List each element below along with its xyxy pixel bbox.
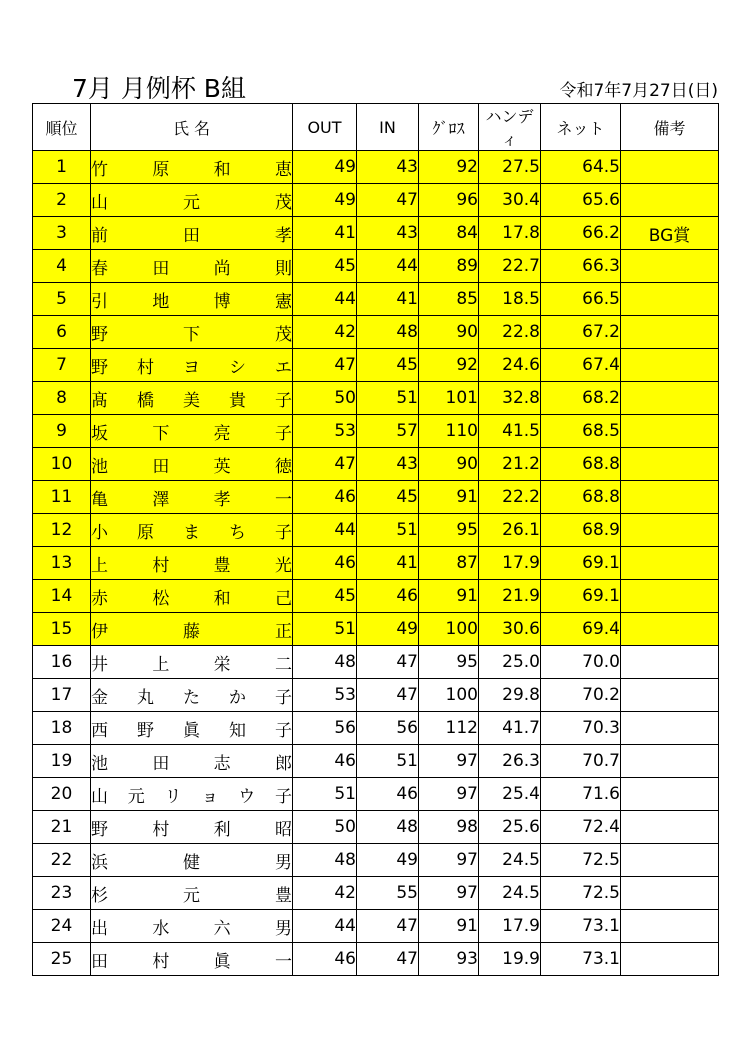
in-cell: 41 bbox=[357, 547, 419, 580]
out-cell: 48 bbox=[293, 844, 357, 877]
player-name: 池 田 志 郎 bbox=[91, 753, 292, 774]
net-cell: 71.6 bbox=[541, 778, 621, 811]
in-cell: 49 bbox=[357, 844, 419, 877]
gross-cell: 95 bbox=[419, 646, 479, 679]
name-cell bbox=[91, 580, 293, 613]
player-name: 春 田 尚 則 bbox=[91, 258, 292, 279]
net-cell: 69.1 bbox=[541, 547, 621, 580]
handicap-cell: 24.6 bbox=[479, 349, 541, 382]
header-name: 氏 名 bbox=[91, 104, 293, 151]
name-cell bbox=[91, 811, 293, 844]
net-cell: 68.9 bbox=[541, 514, 621, 547]
table-row bbox=[33, 514, 719, 547]
gross-cell: 100 bbox=[419, 679, 479, 712]
header-net: ネット bbox=[541, 104, 621, 151]
rank-cell: 19 bbox=[33, 745, 91, 778]
in-cell: 47 bbox=[357, 184, 419, 217]
table-row bbox=[33, 415, 719, 448]
note-cell bbox=[621, 184, 719, 217]
table-row bbox=[33, 184, 719, 217]
name-cell bbox=[91, 217, 293, 250]
in-cell: 44 bbox=[357, 250, 419, 283]
gross-cell: 91 bbox=[419, 910, 479, 943]
name-cell bbox=[91, 679, 293, 712]
name-cell bbox=[91, 514, 293, 547]
out-cell: 44 bbox=[293, 514, 357, 547]
out-cell: 45 bbox=[293, 250, 357, 283]
in-cell: 43 bbox=[357, 448, 419, 481]
player-name: 山 元 リ ョ ウ 子 bbox=[91, 786, 292, 807]
name-cell bbox=[91, 910, 293, 943]
player-name: 西 野 眞 知 子 bbox=[91, 720, 292, 741]
name-cell bbox=[91, 778, 293, 811]
table-row bbox=[33, 745, 719, 778]
handicap-cell: 21.9 bbox=[479, 580, 541, 613]
gross-cell: 110 bbox=[419, 415, 479, 448]
in-cell: 51 bbox=[357, 745, 419, 778]
note-cell bbox=[621, 514, 719, 547]
handicap-cell: 18.5 bbox=[479, 283, 541, 316]
net-cell: 70.7 bbox=[541, 745, 621, 778]
in-cell: 55 bbox=[357, 877, 419, 910]
gross-cell: 96 bbox=[419, 184, 479, 217]
player-name: 金 丸 た か 子 bbox=[91, 687, 292, 708]
table-row bbox=[33, 943, 719, 976]
in-cell: 46 bbox=[357, 580, 419, 613]
player-name: 引 地 博 憲 bbox=[91, 291, 292, 312]
out-cell: 49 bbox=[293, 184, 357, 217]
in-cell: 43 bbox=[357, 217, 419, 250]
rank-cell: 13 bbox=[33, 547, 91, 580]
handicap-cell: 17.9 bbox=[479, 910, 541, 943]
table-row bbox=[33, 547, 719, 580]
table-row bbox=[33, 877, 719, 910]
header-row bbox=[33, 104, 719, 151]
note-cell bbox=[621, 877, 719, 910]
net-cell: 73.1 bbox=[541, 910, 621, 943]
in-cell: 47 bbox=[357, 679, 419, 712]
net-cell: 70.3 bbox=[541, 712, 621, 745]
gross-cell: 97 bbox=[419, 778, 479, 811]
event-date: 令和7年7月27日(日) bbox=[559, 81, 718, 101]
player-name: 前 田 孝 bbox=[91, 225, 292, 246]
table-row bbox=[33, 844, 719, 877]
rank-cell: 21 bbox=[33, 811, 91, 844]
net-cell: 70.0 bbox=[541, 646, 621, 679]
rank-cell: 23 bbox=[33, 877, 91, 910]
rank-cell: 17 bbox=[33, 679, 91, 712]
in-cell: 45 bbox=[357, 481, 419, 514]
rank-cell: 4 bbox=[33, 250, 91, 283]
handicap-cell: 17.9 bbox=[479, 547, 541, 580]
table-row bbox=[33, 679, 719, 712]
note-cell bbox=[621, 250, 719, 283]
out-cell: 51 bbox=[293, 613, 357, 646]
out-cell: 50 bbox=[293, 811, 357, 844]
rank-cell: 2 bbox=[33, 184, 91, 217]
gross-cell: 93 bbox=[419, 943, 479, 976]
player-name: 小 原 ま ち 子 bbox=[91, 522, 292, 543]
table-row bbox=[33, 151, 719, 184]
in-cell: 45 bbox=[357, 349, 419, 382]
player-name: 上 村 豊 光 bbox=[91, 555, 292, 576]
name-cell bbox=[91, 184, 293, 217]
gross-cell: 90 bbox=[419, 448, 479, 481]
handicap-cell: 30.6 bbox=[479, 613, 541, 646]
name-cell bbox=[91, 415, 293, 448]
note-cell bbox=[621, 745, 719, 778]
in-cell: 49 bbox=[357, 613, 419, 646]
handicap-cell: 25.6 bbox=[479, 811, 541, 844]
in-cell: 43 bbox=[357, 151, 419, 184]
name-cell bbox=[91, 448, 293, 481]
handicap-cell: 29.8 bbox=[479, 679, 541, 712]
note-cell bbox=[621, 151, 719, 184]
note-cell bbox=[621, 415, 719, 448]
table-row bbox=[33, 217, 719, 250]
header-rank: 順位 bbox=[33, 104, 91, 151]
out-cell: 46 bbox=[293, 943, 357, 976]
note-cell bbox=[621, 547, 719, 580]
player-name: 竹 原 和 恵 bbox=[91, 159, 292, 180]
gross-cell: 85 bbox=[419, 283, 479, 316]
note-cell bbox=[621, 283, 719, 316]
note-cell bbox=[621, 778, 719, 811]
in-cell: 51 bbox=[357, 514, 419, 547]
in-cell: 48 bbox=[357, 811, 419, 844]
table-row bbox=[33, 316, 719, 349]
table-row bbox=[33, 382, 719, 415]
note-cell bbox=[621, 349, 719, 382]
rank-cell: 11 bbox=[33, 481, 91, 514]
header-in: IN bbox=[357, 104, 419, 151]
header-handicap: ハンディ bbox=[479, 104, 541, 151]
net-cell: 69.4 bbox=[541, 613, 621, 646]
player-name: 野 村 利 昭 bbox=[91, 819, 292, 840]
name-cell bbox=[91, 943, 293, 976]
rank-cell: 6 bbox=[33, 316, 91, 349]
table-row bbox=[33, 250, 719, 283]
table-row bbox=[33, 811, 719, 844]
out-cell: 47 bbox=[293, 448, 357, 481]
in-cell: 47 bbox=[357, 910, 419, 943]
gross-cell: 92 bbox=[419, 349, 479, 382]
gross-cell: 90 bbox=[419, 316, 479, 349]
name-cell bbox=[91, 481, 293, 514]
out-cell: 53 bbox=[293, 415, 357, 448]
net-cell: 64.5 bbox=[541, 151, 621, 184]
net-cell: 67.2 bbox=[541, 316, 621, 349]
out-cell: 56 bbox=[293, 712, 357, 745]
name-cell bbox=[91, 745, 293, 778]
net-cell: 66.5 bbox=[541, 283, 621, 316]
in-cell: 47 bbox=[357, 943, 419, 976]
rank-cell: 14 bbox=[33, 580, 91, 613]
handicap-cell: 24.5 bbox=[479, 877, 541, 910]
net-cell: 70.2 bbox=[541, 679, 621, 712]
note-cell bbox=[621, 910, 719, 943]
rank-cell: 1 bbox=[33, 151, 91, 184]
header-out: OUT bbox=[293, 104, 357, 151]
note-cell bbox=[621, 844, 719, 877]
table-row bbox=[33, 910, 719, 943]
table-row bbox=[33, 613, 719, 646]
handicap-cell: 22.2 bbox=[479, 481, 541, 514]
gross-cell: 112 bbox=[419, 712, 479, 745]
handicap-cell: 32.8 bbox=[479, 382, 541, 415]
name-cell bbox=[91, 877, 293, 910]
net-cell: 68.8 bbox=[541, 481, 621, 514]
gross-cell: 95 bbox=[419, 514, 479, 547]
gross-cell: 91 bbox=[419, 481, 479, 514]
header-gross: ｸﾞﾛｽ bbox=[419, 104, 479, 151]
in-cell: 46 bbox=[357, 778, 419, 811]
name-cell bbox=[91, 382, 293, 415]
player-name: 田 村 眞 一 bbox=[91, 951, 292, 972]
out-cell: 41 bbox=[293, 217, 357, 250]
page-title: 7月 月例杯 B組 bbox=[72, 74, 246, 103]
rank-cell: 10 bbox=[33, 448, 91, 481]
header-note: 備考 bbox=[621, 104, 719, 151]
name-cell bbox=[91, 613, 293, 646]
name-cell bbox=[91, 250, 293, 283]
in-cell: 57 bbox=[357, 415, 419, 448]
rank-cell: 24 bbox=[33, 910, 91, 943]
net-cell: 65.6 bbox=[541, 184, 621, 217]
gross-cell: 97 bbox=[419, 844, 479, 877]
out-cell: 44 bbox=[293, 283, 357, 316]
note-cell bbox=[621, 580, 719, 613]
player-name: 杉 元 豊 bbox=[91, 885, 292, 906]
out-cell: 51 bbox=[293, 778, 357, 811]
table-row bbox=[33, 580, 719, 613]
player-name: 野 下 茂 bbox=[91, 324, 292, 345]
out-cell: 49 bbox=[293, 151, 357, 184]
name-cell bbox=[91, 844, 293, 877]
handicap-cell: 21.2 bbox=[479, 448, 541, 481]
player-name: 出 水 六 男 bbox=[91, 918, 292, 939]
player-name: 髙 橋 美 貴 子 bbox=[91, 390, 292, 411]
handicap-cell: 25.4 bbox=[479, 778, 541, 811]
table-row bbox=[33, 349, 719, 382]
player-name: 野 村 ヨ シ エ bbox=[91, 357, 292, 378]
player-name: 浜 健 男 bbox=[91, 852, 292, 873]
gross-cell: 89 bbox=[419, 250, 479, 283]
net-cell: 66.2 bbox=[541, 217, 621, 250]
note-cell bbox=[621, 811, 719, 844]
gross-cell: 84 bbox=[419, 217, 479, 250]
rank-cell: 20 bbox=[33, 778, 91, 811]
handicap-cell: 41.5 bbox=[479, 415, 541, 448]
gross-cell: 97 bbox=[419, 745, 479, 778]
handicap-cell: 30.4 bbox=[479, 184, 541, 217]
rank-cell: 15 bbox=[33, 613, 91, 646]
handicap-cell: 19.9 bbox=[479, 943, 541, 976]
handicap-cell: 27.5 bbox=[479, 151, 541, 184]
rank-cell: 25 bbox=[33, 943, 91, 976]
note-cell bbox=[621, 448, 719, 481]
net-cell: 66.3 bbox=[541, 250, 621, 283]
handicap-cell: 22.8 bbox=[479, 316, 541, 349]
out-cell: 47 bbox=[293, 349, 357, 382]
rank-cell: 18 bbox=[33, 712, 91, 745]
name-cell bbox=[91, 349, 293, 382]
table-row bbox=[33, 448, 719, 481]
rank-cell: 9 bbox=[33, 415, 91, 448]
net-cell: 73.1 bbox=[541, 943, 621, 976]
handicap-cell: 24.5 bbox=[479, 844, 541, 877]
name-cell bbox=[91, 283, 293, 316]
handicap-cell: 26.1 bbox=[479, 514, 541, 547]
note-cell bbox=[621, 316, 719, 349]
out-cell: 42 bbox=[293, 316, 357, 349]
gross-cell: 87 bbox=[419, 547, 479, 580]
out-cell: 42 bbox=[293, 877, 357, 910]
player-name: 赤 松 和 己 bbox=[91, 588, 292, 609]
rank-cell: 5 bbox=[33, 283, 91, 316]
handicap-cell: 22.7 bbox=[479, 250, 541, 283]
net-cell: 72.5 bbox=[541, 877, 621, 910]
net-cell: 67.4 bbox=[541, 349, 621, 382]
gross-cell: 100 bbox=[419, 613, 479, 646]
net-cell: 69.1 bbox=[541, 580, 621, 613]
gross-cell: 97 bbox=[419, 877, 479, 910]
in-cell: 48 bbox=[357, 316, 419, 349]
rank-cell: 3 bbox=[33, 217, 91, 250]
rank-cell: 12 bbox=[33, 514, 91, 547]
note-cell bbox=[621, 646, 719, 679]
player-name: 山 元 茂 bbox=[91, 192, 292, 213]
net-cell: 68.5 bbox=[541, 415, 621, 448]
handicap-cell: 26.3 bbox=[479, 745, 541, 778]
name-cell bbox=[91, 712, 293, 745]
out-cell: 50 bbox=[293, 382, 357, 415]
rank-cell: 8 bbox=[33, 382, 91, 415]
handicap-cell: 17.8 bbox=[479, 217, 541, 250]
out-cell: 48 bbox=[293, 646, 357, 679]
table-row bbox=[33, 646, 719, 679]
name-cell bbox=[91, 646, 293, 679]
out-cell: 45 bbox=[293, 580, 357, 613]
in-cell: 56 bbox=[357, 712, 419, 745]
net-cell: 68.8 bbox=[541, 448, 621, 481]
net-cell: 72.4 bbox=[541, 811, 621, 844]
out-cell: 46 bbox=[293, 745, 357, 778]
rank-cell: 7 bbox=[33, 349, 91, 382]
in-cell: 41 bbox=[357, 283, 419, 316]
table-row bbox=[33, 778, 719, 811]
player-name: 井 上 栄 二 bbox=[91, 654, 292, 675]
note-cell bbox=[621, 613, 719, 646]
note-cell bbox=[621, 481, 719, 514]
table-row bbox=[33, 283, 719, 316]
net-cell: 68.2 bbox=[541, 382, 621, 415]
in-cell: 51 bbox=[357, 382, 419, 415]
out-cell: 46 bbox=[293, 547, 357, 580]
gross-cell: 92 bbox=[419, 151, 479, 184]
note-cell: BG賞 bbox=[621, 217, 719, 250]
out-cell: 44 bbox=[293, 910, 357, 943]
gross-cell: 101 bbox=[419, 382, 479, 415]
player-name: 伊 藤 正 bbox=[91, 621, 292, 642]
gross-cell: 98 bbox=[419, 811, 479, 844]
table-row bbox=[33, 481, 719, 514]
rank-cell: 22 bbox=[33, 844, 91, 877]
player-name: 亀 澤 孝 一 bbox=[91, 489, 292, 510]
note-cell bbox=[621, 679, 719, 712]
player-name: 坂 下 亮 子 bbox=[91, 423, 292, 444]
name-cell bbox=[91, 316, 293, 349]
results-table bbox=[32, 103, 719, 976]
net-cell: 72.5 bbox=[541, 844, 621, 877]
gross-cell: 91 bbox=[419, 580, 479, 613]
note-cell bbox=[621, 712, 719, 745]
note-cell bbox=[621, 382, 719, 415]
note-cell bbox=[621, 943, 719, 976]
handicap-cell: 41.7 bbox=[479, 712, 541, 745]
rank-cell: 16 bbox=[33, 646, 91, 679]
table-row bbox=[33, 712, 719, 745]
handicap-cell: 25.0 bbox=[479, 646, 541, 679]
player-name: 池 田 英 徳 bbox=[91, 456, 292, 477]
name-cell bbox=[91, 547, 293, 580]
name-cell bbox=[91, 151, 293, 184]
out-cell: 53 bbox=[293, 679, 357, 712]
in-cell: 47 bbox=[357, 646, 419, 679]
out-cell: 46 bbox=[293, 481, 357, 514]
